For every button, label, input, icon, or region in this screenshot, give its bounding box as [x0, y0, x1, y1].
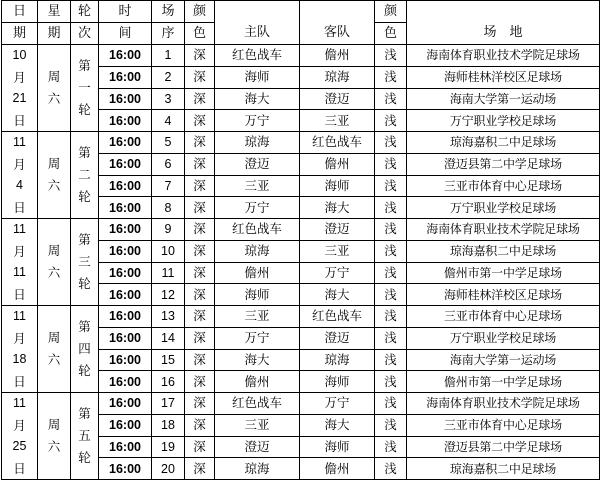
- home-team: 万宁: [215, 197, 300, 219]
- weekday-cell-part: 周: [47, 69, 61, 84]
- date-cell-part: 月: [13, 330, 26, 346]
- home-color: 深: [185, 110, 215, 132]
- match-number: 4: [152, 110, 185, 132]
- date-cell-part: 11: [13, 222, 26, 236]
- away-color: 浅: [375, 66, 407, 88]
- home-color: 深: [185, 327, 215, 349]
- match-number: 6: [152, 153, 185, 175]
- home-team: 琼海: [215, 458, 300, 480]
- match-row: [2, 306, 600, 328]
- away-color: 浅: [375, 371, 407, 393]
- date-cell: [2, 45, 38, 132]
- header-order-bottom: 序: [152, 23, 185, 45]
- away-team: 万宁: [300, 393, 375, 415]
- match-time: 16:00: [99, 240, 152, 262]
- match-number: 9: [152, 219, 185, 241]
- home-color: 深: [185, 153, 215, 175]
- match-time: 16:00: [99, 175, 152, 197]
- away-color: 浅: [375, 240, 407, 262]
- match-number: 16: [152, 371, 185, 393]
- home-color: 深: [185, 66, 215, 88]
- match-row: [2, 393, 600, 415]
- round-cell-part: 轮: [78, 189, 91, 204]
- weekday-cell-part: 六: [47, 91, 61, 106]
- match-time: 16:00: [99, 349, 152, 371]
- home-color: 深: [185, 414, 215, 436]
- venue: 澄迈县第二中学足球场: [407, 436, 600, 458]
- home-team: 万宁: [215, 110, 300, 132]
- date-cell-part: 25: [12, 439, 27, 453]
- header-row-top: [2, 1, 600, 23]
- schedule-table: [1, 0, 600, 480]
- weekday-cell-part: 六: [47, 352, 61, 367]
- date-cell-part: 11: [13, 265, 26, 279]
- home-color: 深: [185, 45, 215, 67]
- match-number: 5: [152, 132, 185, 154]
- venue: 海南体育职业技术学院足球场: [407, 219, 600, 241]
- round-cell-part: 轮: [78, 276, 91, 291]
- away-color: 浅: [375, 153, 407, 175]
- venue: 琼海嘉积二中足球场: [407, 458, 600, 480]
- date-cell-part: 日: [13, 199, 26, 215]
- match-time: 16:00: [99, 219, 152, 241]
- match-row: [2, 219, 600, 241]
- away-color: 浅: [375, 45, 407, 67]
- home-color: 深: [185, 393, 215, 415]
- round-cell-part: 五: [78, 428, 91, 443]
- match-time: 16:00: [99, 436, 152, 458]
- match-time: 16:00: [99, 197, 152, 219]
- away-team: 三亚: [300, 110, 375, 132]
- venue: 三亚市体育中心足球场: [407, 414, 600, 436]
- header-homecolor-bottom: 色: [185, 23, 215, 45]
- header-date-top: 日: [2, 1, 38, 23]
- weekday-cell-part: 周: [47, 156, 61, 171]
- away-team: 儋州: [300, 458, 375, 480]
- round-cell: [71, 393, 99, 480]
- match-time: 16:00: [99, 458, 152, 480]
- match-number: 20: [152, 458, 185, 480]
- away-color: 浅: [375, 349, 407, 371]
- match-number: 1: [152, 45, 185, 67]
- round-cell-part: 一: [78, 80, 91, 95]
- away-team: 澄迈: [300, 327, 375, 349]
- match-number: 2: [152, 66, 185, 88]
- away-color: 浅: [375, 327, 407, 349]
- venue: 儋州市第一中学足球场: [407, 371, 600, 393]
- away-team: 海大: [300, 284, 375, 306]
- date-cell-part: 11: [13, 135, 26, 149]
- match-time: 16:00: [99, 88, 152, 110]
- header-time-top: 时: [99, 1, 152, 23]
- away-color: 浅: [375, 197, 407, 219]
- venue: 儋州市第一中学足球场: [407, 262, 600, 284]
- home-color: 深: [185, 284, 215, 306]
- venue: 万宁职业学校足球场: [407, 110, 600, 132]
- match-number: 8: [152, 197, 185, 219]
- round-cell-part: 第: [78, 406, 91, 421]
- round-cell-part: 四: [78, 341, 91, 356]
- away-team: 澄迈: [300, 219, 375, 241]
- match-time: 16:00: [99, 45, 152, 67]
- away-team: 万宁: [300, 262, 375, 284]
- match-number: 3: [152, 88, 185, 110]
- weekday-cell: [38, 45, 71, 132]
- match-time: 16:00: [99, 110, 152, 132]
- home-color: 深: [185, 262, 215, 284]
- away-team: 海大: [300, 414, 375, 436]
- date-cell-part: 日: [13, 286, 26, 302]
- match-number: 19: [152, 436, 185, 458]
- away-team: 海师: [300, 175, 375, 197]
- home-team: 琼海: [215, 132, 300, 154]
- away-team: 琼海: [300, 66, 375, 88]
- header-venue: 场 地: [407, 1, 600, 45]
- away-color: 浅: [375, 458, 407, 480]
- home-color: 深: [185, 349, 215, 371]
- match-time: 16:00: [99, 306, 152, 328]
- away-color: 浅: [375, 436, 407, 458]
- date-cell-part: 21: [12, 91, 27, 105]
- home-team: 三亚: [215, 306, 300, 328]
- round-cell-part: 第: [78, 232, 91, 247]
- home-color: 深: [185, 88, 215, 110]
- match-number: 18: [152, 414, 185, 436]
- weekday-cell: [38, 306, 71, 393]
- venue: 琼海嘉积二中足球场: [407, 240, 600, 262]
- date-cell-part: 18: [12, 352, 27, 366]
- round-cell: [71, 306, 99, 393]
- round-cell-part: 三: [78, 254, 91, 269]
- weekday-cell-part: 周: [47, 243, 61, 258]
- away-team: 红色战车: [300, 306, 375, 328]
- header-home: 主队: [215, 1, 300, 45]
- header-weekday-top: 星: [38, 1, 71, 23]
- home-team: 红色战车: [215, 45, 300, 67]
- away-team: 儋州: [300, 153, 375, 175]
- match-time: 16:00: [99, 393, 152, 415]
- date-cell-part: 日: [13, 460, 26, 476]
- home-color: 深: [185, 132, 215, 154]
- home-team: 海师: [215, 284, 300, 306]
- away-color: 浅: [375, 393, 407, 415]
- venue: 海南体育职业技术学院足球场: [407, 393, 600, 415]
- away-color: 浅: [375, 219, 407, 241]
- weekday-cell-part: 六: [47, 439, 61, 454]
- home-team: 万宁: [215, 327, 300, 349]
- date-cell-part: 4: [16, 178, 23, 192]
- weekday-cell-part: 六: [47, 265, 61, 280]
- home-color: 深: [185, 175, 215, 197]
- away-team: 三亚: [300, 240, 375, 262]
- match-number: 15: [152, 349, 185, 371]
- round-cell-part: 轮: [78, 450, 91, 465]
- home-team: 海大: [215, 88, 300, 110]
- weekday-cell-part: 周: [47, 417, 61, 432]
- away-color: 浅: [375, 306, 407, 328]
- home-team: 澄迈: [215, 436, 300, 458]
- match-time: 16:00: [99, 262, 152, 284]
- away-team: 海师: [300, 436, 375, 458]
- match-number: 11: [152, 262, 185, 284]
- home-team: 儋州: [215, 371, 300, 393]
- away-team: 琼海: [300, 349, 375, 371]
- match-row: [2, 132, 600, 154]
- away-team: 海师: [300, 371, 375, 393]
- header-weekday-bottom: 期: [38, 23, 71, 45]
- away-color: 浅: [375, 262, 407, 284]
- away-color: 浅: [375, 132, 407, 154]
- away-color: 浅: [375, 88, 407, 110]
- date-cell-part: 10: [12, 48, 27, 62]
- venue: 海南大学第一运动场: [407, 88, 600, 110]
- match-row: [2, 45, 600, 67]
- match-number: 14: [152, 327, 185, 349]
- match-number: 7: [152, 175, 185, 197]
- home-color: 深: [185, 219, 215, 241]
- header-awaycolor-bottom: 色: [375, 23, 407, 45]
- schedule-body: [2, 1, 600, 480]
- away-color: 浅: [375, 284, 407, 306]
- match-number: 17: [152, 393, 185, 415]
- date-cell: [2, 132, 38, 219]
- weekday-cell: [38, 393, 71, 480]
- header-homecolor-top: 颜: [185, 1, 215, 23]
- round-cell-part: 第: [78, 319, 91, 334]
- home-color: 深: [185, 306, 215, 328]
- header-away: 客队: [300, 1, 375, 45]
- date-cell-part: 月: [13, 243, 26, 259]
- match-time: 16:00: [99, 327, 152, 349]
- weekday-cell-part: 六: [47, 178, 61, 193]
- venue: 澄迈县第二中学足球场: [407, 153, 600, 175]
- match-time: 16:00: [99, 132, 152, 154]
- away-team: 海大: [300, 197, 375, 219]
- venue: 海师桂林洋校区足球场: [407, 66, 600, 88]
- home-color: 深: [185, 458, 215, 480]
- date-cell-part: 日: [13, 112, 26, 128]
- round-cell: [71, 45, 99, 132]
- away-team: 红色战车: [300, 132, 375, 154]
- venue: 三亚市体育中心足球场: [407, 175, 600, 197]
- date-cell: [2, 219, 38, 306]
- away-color: 浅: [375, 175, 407, 197]
- weekday-cell: [38, 132, 71, 219]
- venue: 海南大学第一运动场: [407, 349, 600, 371]
- home-team: 澄迈: [215, 153, 300, 175]
- match-time: 16:00: [99, 284, 152, 306]
- home-team: 海大: [215, 349, 300, 371]
- home-color: 深: [185, 436, 215, 458]
- venue: 三亚市体育中心足球场: [407, 306, 600, 328]
- venue: 琼海嘉积二中足球场: [407, 132, 600, 154]
- match-number: 13: [152, 306, 185, 328]
- away-team: 儋州: [300, 45, 375, 67]
- venue: 海南体育职业技术学院足球场: [407, 45, 600, 67]
- away-color: 浅: [375, 414, 407, 436]
- round-cell: [71, 219, 99, 306]
- round-cell: [71, 132, 99, 219]
- venue: 万宁职业学校足球场: [407, 197, 600, 219]
- match-number: 12: [152, 284, 185, 306]
- weekday-cell: [38, 219, 71, 306]
- home-team: 海师: [215, 66, 300, 88]
- header-order-top: 场: [152, 1, 185, 23]
- round-cell-part: 第: [78, 58, 91, 73]
- match-time: 16:00: [99, 153, 152, 175]
- away-color: 浅: [375, 110, 407, 132]
- match-time: 16:00: [99, 66, 152, 88]
- date-cell-part: 11: [13, 309, 26, 323]
- header-time-bottom: 间: [99, 23, 152, 45]
- match-time: 16:00: [99, 371, 152, 393]
- date-cell-part: 日: [13, 373, 26, 389]
- date-cell-part: 月: [13, 156, 26, 172]
- away-team: 澄迈: [300, 88, 375, 110]
- venue: 海师桂林洋校区足球场: [407, 284, 600, 306]
- home-color: 深: [185, 371, 215, 393]
- home-team: 琼海: [215, 240, 300, 262]
- header-date-bottom: 期: [2, 23, 38, 45]
- header-round-top: 轮: [71, 1, 99, 23]
- date-cell: [2, 393, 38, 480]
- home-team: 红色战车: [215, 393, 300, 415]
- home-team: 三亚: [215, 175, 300, 197]
- round-cell-part: 第: [78, 145, 91, 160]
- date-cell-part: 11: [13, 396, 26, 410]
- home-team: 三亚: [215, 414, 300, 436]
- weekday-cell-part: 周: [47, 330, 61, 345]
- date-cell-part: 月: [13, 69, 26, 85]
- venue: 万宁职业学校足球场: [407, 327, 600, 349]
- home-color: 深: [185, 240, 215, 262]
- home-team: 红色战车: [215, 219, 300, 241]
- header-round-bottom: 次: [71, 23, 99, 45]
- home-color: 深: [185, 197, 215, 219]
- round-cell-part: 轮: [78, 363, 91, 378]
- match-number: 10: [152, 240, 185, 262]
- date-cell: [2, 306, 38, 393]
- header-awaycolor-top: 颜: [375, 1, 407, 23]
- date-cell-part: 月: [13, 417, 26, 433]
- round-cell-part: 二: [78, 167, 91, 182]
- home-team: 儋州: [215, 262, 300, 284]
- round-cell-part: 轮: [78, 102, 91, 117]
- match-time: 16:00: [99, 414, 152, 436]
